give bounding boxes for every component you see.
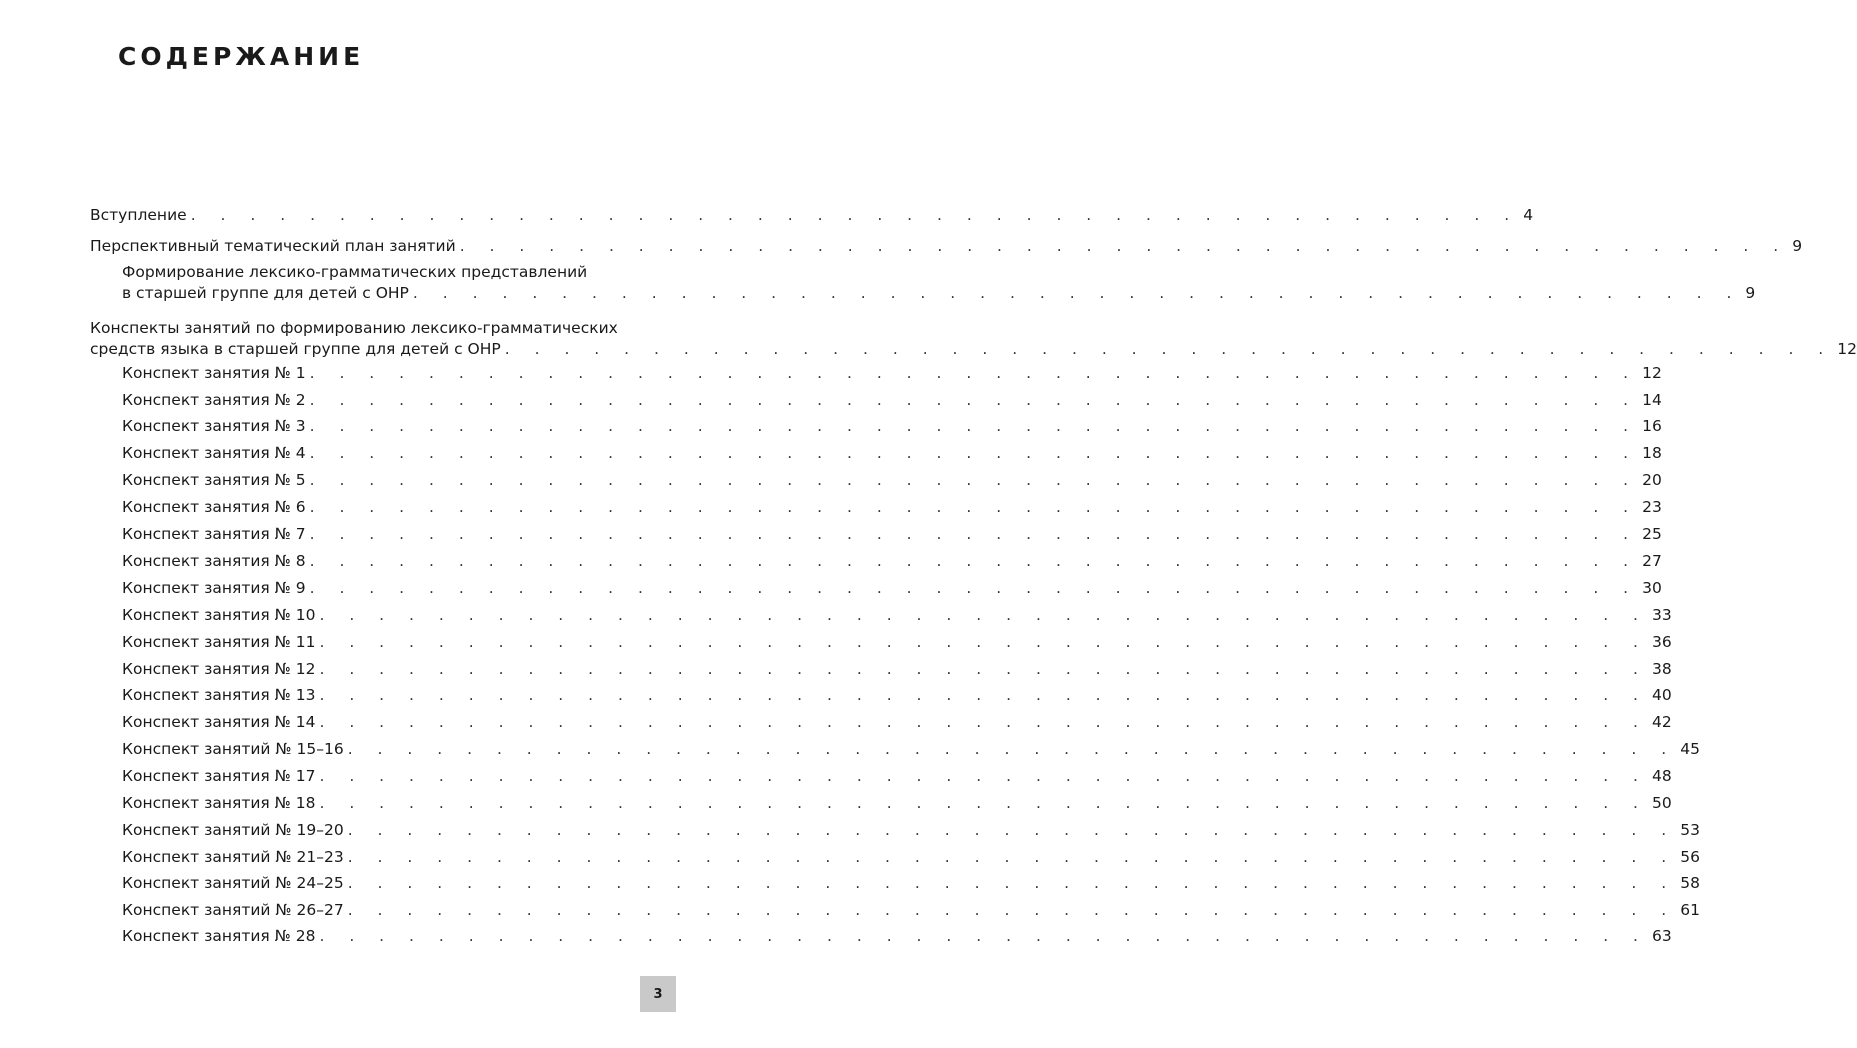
toc-entry-label: Конспект занятия № 8 [122,552,306,570]
toc-entry-label: Конспект занятия № 1 [122,364,306,382]
toc-entry-page: 18 [1642,444,1662,462]
toc-entry-page: 12 [1837,340,1857,358]
dot-leader: . . . . . . . . . . . . . . . . . . . . . . . . . . . . . . . . . . . . . . . . . . . . . [347,874,1677,892]
toc-entry-label: Конспект занятия № 13 [122,686,316,704]
toc-entry-page: 63 [1651,927,1672,945]
toc-entry-label: Конспект занятия № 17 [122,767,316,785]
toc-entry-page: 45 [1680,740,1700,758]
dot-leader: . . . . . . . . . . . . . . . . . . . . . . . . . . . . . . . . . . . . . . . . . . . . . [309,579,1639,597]
toc-entry-label: Конспект занятия № 9 [122,579,306,597]
dot-leader: . . . . . . . . . . . . . . . . . . . . . . . . . . . . . . . . . . . . . . . . . . . . . [504,340,1834,358]
toc-entry-label: Конспект занятий № 26–27 [122,901,344,919]
toc-entry-page: 33 [1651,606,1672,624]
toc-entry[interactable] [122,793,1672,813]
toc-entry[interactable] [122,578,1662,598]
page-title: СОДЕРЖАНИЕ [118,42,365,71]
dot-leader: . . . . . . . . . . . . . . . . . . . . . . . . . . . . . . . . . . . . . . . . . . . . . [309,525,1639,543]
toc-entry[interactable] [122,470,1662,490]
dot-leader: . . . . . . . . . . . . . . . . . . . . . . . . . . . . . . . . . . . . . . . . . . . . . [347,821,1677,839]
dot-leader: . . . . . . . . . . . . . . . . . . . . . . . . . . . . . . . . . . . . . . . . . . . . . [319,713,1648,731]
toc-entry-plan[interactable] [90,236,1803,256]
toc-entry-label: Перспективный тематический план занятий [90,237,456,255]
dot-leader: . . . . . . . . . . . . . . . . . . . . . . . . . . . . . . . . . . . . . . . . . . . . . [347,848,1677,866]
toc-entry-label: Конспект занятия № 3 [122,417,306,435]
toc-entry-label: Конспект занятия № 6 [122,498,306,516]
toc-entry-label: Конспект занятия № 12 [122,660,316,678]
toc-entry-label: Конспект занятий № 15–16 [122,740,344,758]
dot-leader: . . . . . . . . . . . . . . . . . . . . . . . . . . . . . . . . . . . . . . . . . . . . . [309,552,1639,570]
dot-leader: . . . . . . . . . . . . . . . . . . . . . . . . . . . . . . . . . . . . . . . . . . . . . [309,417,1639,435]
toc-entry-label: Конспект занятия № 10 [122,606,316,624]
toc-entry[interactable] [122,900,1700,920]
toc-entry-notes-line1: Конспекты занятий по формированию лексико-грамматических [90,319,618,337]
toc-entry-page: 23 [1642,498,1662,516]
toc-entry-label: Конспект занятия № 2 [122,391,306,409]
toc-entry[interactable] [122,416,1662,436]
toc-entry-label: Конспект занятия № 18 [122,794,316,812]
toc-entry[interactable] [122,524,1662,544]
toc-entry-page: 30 [1642,579,1662,597]
toc-entry-notes[interactable] [90,339,1857,359]
toc-entry[interactable] [122,363,1662,383]
toc-entry-intro[interactable] [90,205,1534,225]
toc-entry-label: средств языка в старшей группе для детей с ОНР [90,340,501,358]
page-number-badge: 3 [640,976,676,1012]
dot-leader: . . . . . . . . . . . . . . . . . . . . . . . . . . . . . . . . . . . . . . . . . . . . . [319,633,1648,651]
dot-leader: . . . . . . . . . . . . . . . . . . . . . . . . . . . . . . . . . . . . . . . . . . . . . [319,767,1648,785]
toc-entry[interactable] [122,443,1662,463]
toc-entry-label: Конспект занятия № 14 [122,713,316,731]
toc-entry-label: Конспект занятий № 19–20 [122,821,344,839]
toc-entry[interactable] [122,685,1672,705]
dot-leader: . . . . . . . . . . . . . . . . . . . . . . . . . . . . . . . . . . . . . . . . . . . . . [319,794,1648,812]
toc-entry[interactable] [122,605,1672,625]
dot-leader: . . . . . . . . . . . . . . . . . . . . . . . . . . . . . . . . . . . . . . . . . . . . . [319,606,1648,624]
dot-leader: . . . . . . . . . . . . . . . . . . . . . . . . . . . . . . . . . . . . . . . . . . . . . [190,206,1520,224]
toc-entry-page: 48 [1651,767,1672,785]
dot-leader: . . . . . . . . . . . . . . . . . . . . . . . . . . . . . . . . . . . . . . . . . . . . . [309,471,1639,489]
toc-entry-label: Конспект занятия № 5 [122,471,306,489]
toc-entry-page: 36 [1651,633,1672,651]
toc-entry-page: 61 [1680,901,1700,919]
toc-entry-page: 27 [1642,552,1662,570]
toc-entry-label: Конспект занятия № 7 [122,525,306,543]
toc-entry[interactable] [122,926,1672,946]
toc-entry-page: 53 [1680,821,1700,839]
toc-entry[interactable] [122,390,1662,410]
dot-leader: . . . . . . . . . . . . . . . . . . . . . . . . . . . . . . . . . . . . . . . . . . . . . [319,686,1648,704]
toc-entry[interactable] [122,766,1672,786]
toc-entry-label: Конспект занятия № 4 [122,444,306,462]
toc-entry-page: 50 [1651,794,1672,812]
toc-entry-label: в старшей группе для детей с ОНР [122,284,409,302]
toc-entry[interactable] [122,551,1662,571]
toc-entry-page: 9 [1745,284,1756,302]
toc-entry[interactable] [122,847,1700,867]
dot-leader: . . . . . . . . . . . . . . . . . . . . . . . . . . . . . . . . . . . . . . . . . . . . . [309,364,1639,382]
toc-entry[interactable] [122,632,1672,652]
toc-entry[interactable] [122,873,1700,893]
dot-leader: . . . . . . . . . . . . . . . . . . . . . . . . . . . . . . . . . . . . . . . . . . . . . [319,660,1648,678]
dot-leader: . . . . . . . . . . . . . . . . . . . . . . . . . . . . . . . . . . . . . . . . . . . . . [412,284,1742,302]
dot-leader: . . . . . . . . . . . . . . . . . . . . . . . . . . . . . . . . . . . . . . . . . . . . . [309,391,1639,409]
dot-leader: . . . . . . . . . . . . . . . . . . . . . . . . . . . . . . . . . . . . . . . . . . . . . [347,901,1677,919]
toc-entry[interactable] [122,659,1672,679]
toc-entry-page: 42 [1651,713,1672,731]
dot-leader: . . . . . . . . . . . . . . . . . . . . . . . . . . . . . . . . . . . . . . . . . . . . . [459,237,1789,255]
toc-entry-page: 56 [1680,848,1700,866]
toc-entry-label: Конспект занятий № 24–25 [122,874,344,892]
toc-entry-page: 16 [1642,417,1662,435]
toc-entry-plan-sub-line1: Формирование лексико-грамматических представлений [122,263,588,281]
toc-entry-page: 14 [1642,391,1662,409]
toc-entry[interactable] [122,712,1672,732]
toc-entry-page: 9 [1792,237,1803,255]
toc-entry-page: 25 [1642,525,1662,543]
toc-entry-label: Конспект занятий № 21–23 [122,848,344,866]
toc-entry-page: 40 [1651,686,1672,704]
toc-entry-page: 38 [1651,660,1672,678]
toc-entry-page: 12 [1642,364,1662,382]
toc-entry-page: 4 [1523,206,1534,224]
dot-leader: . . . . . . . . . . . . . . . . . . . . . . . . . . . . . . . . . . . . . . . . . . . . . [319,927,1648,945]
toc-entry-label: Конспект занятия № 28 [122,927,316,945]
dot-leader: . . . . . . . . . . . . . . . . . . . . . . . . . . . . . . . . . . . . . . . . . . . . . [309,498,1639,516]
toc-entry-page: 58 [1680,874,1700,892]
dot-leader: . . . . . . . . . . . . . . . . . . . . . . . . . . . . . . . . . . . . . . . . . . . . . [347,740,1677,758]
toc-entry[interactable] [122,820,1700,840]
toc-entry[interactable] [122,497,1662,517]
toc-entry-plan-sub[interactable] [122,283,1756,303]
toc-entry-label: Конспект занятия № 11 [122,633,316,651]
toc-entry-label: Вступление [90,206,187,224]
toc-entry[interactable] [122,739,1700,759]
dot-leader: . . . . . . . . . . . . . . . . . . . . . . . . . . . . . . . . . . . . . . . . . . . . . [309,444,1639,462]
toc-entry-page: 20 [1642,471,1662,489]
